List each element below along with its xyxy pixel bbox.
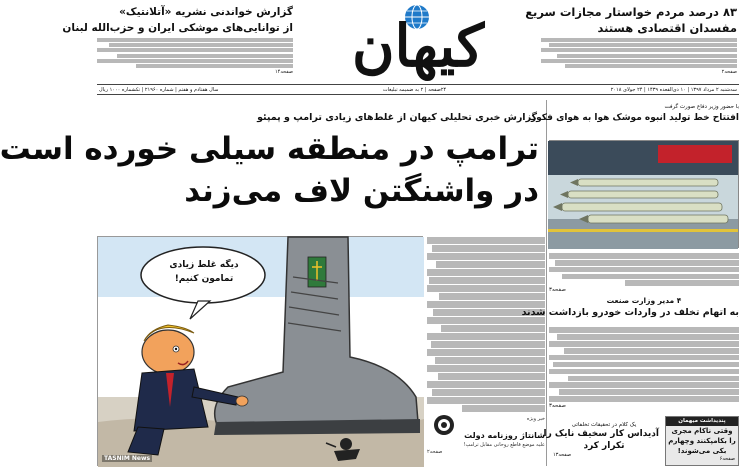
guest-note-label: پندیداشت میهمان xyxy=(666,417,738,426)
right-headline-body xyxy=(541,38,737,68)
text-line xyxy=(97,59,293,63)
missile-photo[interactable] xyxy=(549,140,739,248)
story2-page: صفحه۳ xyxy=(549,402,566,409)
guest-note-page: صفحه۶ xyxy=(719,456,735,462)
column-divider xyxy=(546,100,547,466)
masthead-left-headline[interactable] xyxy=(62,4,293,75)
text-line xyxy=(549,369,739,375)
logo-wordmark: کیهان xyxy=(351,12,485,80)
text-line xyxy=(109,43,293,47)
wheel-icon xyxy=(433,414,455,436)
adidas-page: صفحه۱۳ xyxy=(553,452,572,458)
sub-story-page: صفحه۲ xyxy=(427,449,443,455)
adidas-headline-line1: آدیداس کار سخیف نایک را xyxy=(543,429,659,439)
text-line xyxy=(549,355,739,361)
adidas-story[interactable] xyxy=(543,416,659,466)
text-line xyxy=(427,237,545,244)
text-line xyxy=(432,245,545,252)
story2-headline: به اتهام تخلف در واردات خودرو بازداشت شدند xyxy=(521,307,739,318)
guest-note-line1: وقتی ناکام مجری xyxy=(671,427,733,435)
side-kicker: با حضور وزیر دفاع صورت گرفت xyxy=(664,104,739,110)
bottom-boxes xyxy=(543,416,739,466)
text-line xyxy=(97,38,293,42)
text-line xyxy=(429,277,545,284)
text-line xyxy=(435,357,545,364)
main-story-body xyxy=(427,236,545,412)
text-line xyxy=(462,405,545,412)
text-line xyxy=(97,48,293,52)
cartoon-credit: TASNIM News xyxy=(104,455,151,462)
right-headline-line2: مفسدان اقتصادی هستند xyxy=(597,21,737,35)
main-story xyxy=(0,100,545,466)
sub-story[interactable] xyxy=(427,414,545,466)
text-line xyxy=(559,389,740,395)
page-count-info: ۲۴صفحه | ۲ به ضمیمه تبلیغات xyxy=(382,86,447,93)
main-kicker[interactable]: گزارش خبری تحلیلی کیهان از غلط‌های زیادی ترامپ و پمپئو xyxy=(257,112,537,123)
issue-info: سال هفتادم و هفتم | شماره ۲۱۹۶۰ | تکشماره ۱۰۰۰ ریال xyxy=(99,86,219,93)
text-line xyxy=(555,260,739,266)
guest-note-box[interactable] xyxy=(665,416,739,466)
side-story-body xyxy=(549,252,739,292)
text-line xyxy=(549,267,739,273)
main-headline-line2: در واشنگتن لاف می‌زند xyxy=(184,173,539,209)
side-headline[interactable]: افتتاح خط تولید انبوه موشک هوا به هوای فکور xyxy=(530,113,739,123)
text-line xyxy=(427,365,545,372)
text-line xyxy=(549,382,739,388)
story2-kicker: ۴ مدیر وزارت صنعت xyxy=(606,296,682,305)
text-line xyxy=(541,59,737,63)
guest-note-line3: بکی می‌شوند! xyxy=(677,447,727,455)
adidas-kicker: یک کلام در تحقیقات تخلفاتی xyxy=(571,422,637,428)
text-line xyxy=(136,64,293,68)
logo[interactable] xyxy=(313,2,523,84)
sub-story-title: شانتاژ روزنامه دولت xyxy=(464,431,545,440)
bubble-line1: دیگه غلط زیادی xyxy=(169,260,239,270)
text-line xyxy=(438,373,545,380)
date-info: سه‌شنبه ۲ مرداد ۱۳۹۷ | ۱۰ ذی‌القعده ۱۴۳۹ | ۲۴ جولای ۲۰۱۸ xyxy=(610,86,737,93)
sub-story-line2: علیه موضع قاطع روحانی مقابل ترامپ! xyxy=(463,442,545,448)
editorial-cartoon[interactable] xyxy=(97,236,423,466)
text-line xyxy=(427,317,545,324)
text-line xyxy=(557,54,737,58)
sub-story-label: خبر ویژه xyxy=(526,416,545,422)
text-line xyxy=(541,38,737,42)
guest-note-line2: را بکامپکنند وچهارم xyxy=(668,437,736,445)
text-line xyxy=(549,253,739,259)
text-line xyxy=(427,381,545,388)
text-line xyxy=(432,389,545,396)
story2-body xyxy=(549,326,739,412)
left-headline-line1: گزارش خواندنی نشریه «آتلانتیک» xyxy=(119,6,293,18)
text-line xyxy=(427,285,545,292)
text-line xyxy=(117,54,293,58)
text-line xyxy=(568,376,739,382)
text-line xyxy=(427,333,545,340)
text-line xyxy=(625,280,739,286)
text-line xyxy=(564,348,739,354)
right-headline-line1: ۸۳ درصد مردم خواستار مجازات سریع xyxy=(525,5,737,19)
text-line xyxy=(549,341,739,347)
text-line xyxy=(427,397,545,404)
text-line xyxy=(427,253,545,260)
text-line xyxy=(562,274,739,280)
adidas-headline-line2: تکرار کرد xyxy=(583,441,625,451)
text-line xyxy=(427,349,545,356)
left-headline-line2: از توانایی‌های موشکی ایران و حزب‌الله لبنان xyxy=(62,22,293,34)
text-line xyxy=(549,327,739,333)
text-line xyxy=(565,64,737,68)
masthead xyxy=(62,0,743,96)
story-ministry[interactable] xyxy=(521,296,739,318)
text-line xyxy=(549,43,737,47)
text-line xyxy=(439,293,545,300)
text-line xyxy=(553,362,739,368)
left-headline-body xyxy=(97,38,293,68)
cartoon-illustration xyxy=(98,237,424,467)
text-line xyxy=(549,396,739,402)
side-page-tag: صفحه۳ xyxy=(549,286,566,293)
masthead-right-headline[interactable] xyxy=(525,4,737,75)
missile-illustration xyxy=(548,141,738,249)
left-headline-page: صفحه۱۴ xyxy=(274,68,293,75)
main-headline[interactable] xyxy=(0,128,539,212)
main-headline-line1: ترامپ در منطقه سیلی خورده است xyxy=(0,131,539,167)
text-line xyxy=(431,341,545,348)
text-line xyxy=(557,334,739,340)
right-headline-page: صفحه۲ xyxy=(721,68,737,75)
text-line xyxy=(441,325,545,332)
text-line xyxy=(436,261,545,268)
text-line xyxy=(427,269,545,276)
text-line xyxy=(541,48,737,52)
date-bar xyxy=(97,84,739,95)
bubble-line2: تمامون کنیم! xyxy=(174,274,234,284)
